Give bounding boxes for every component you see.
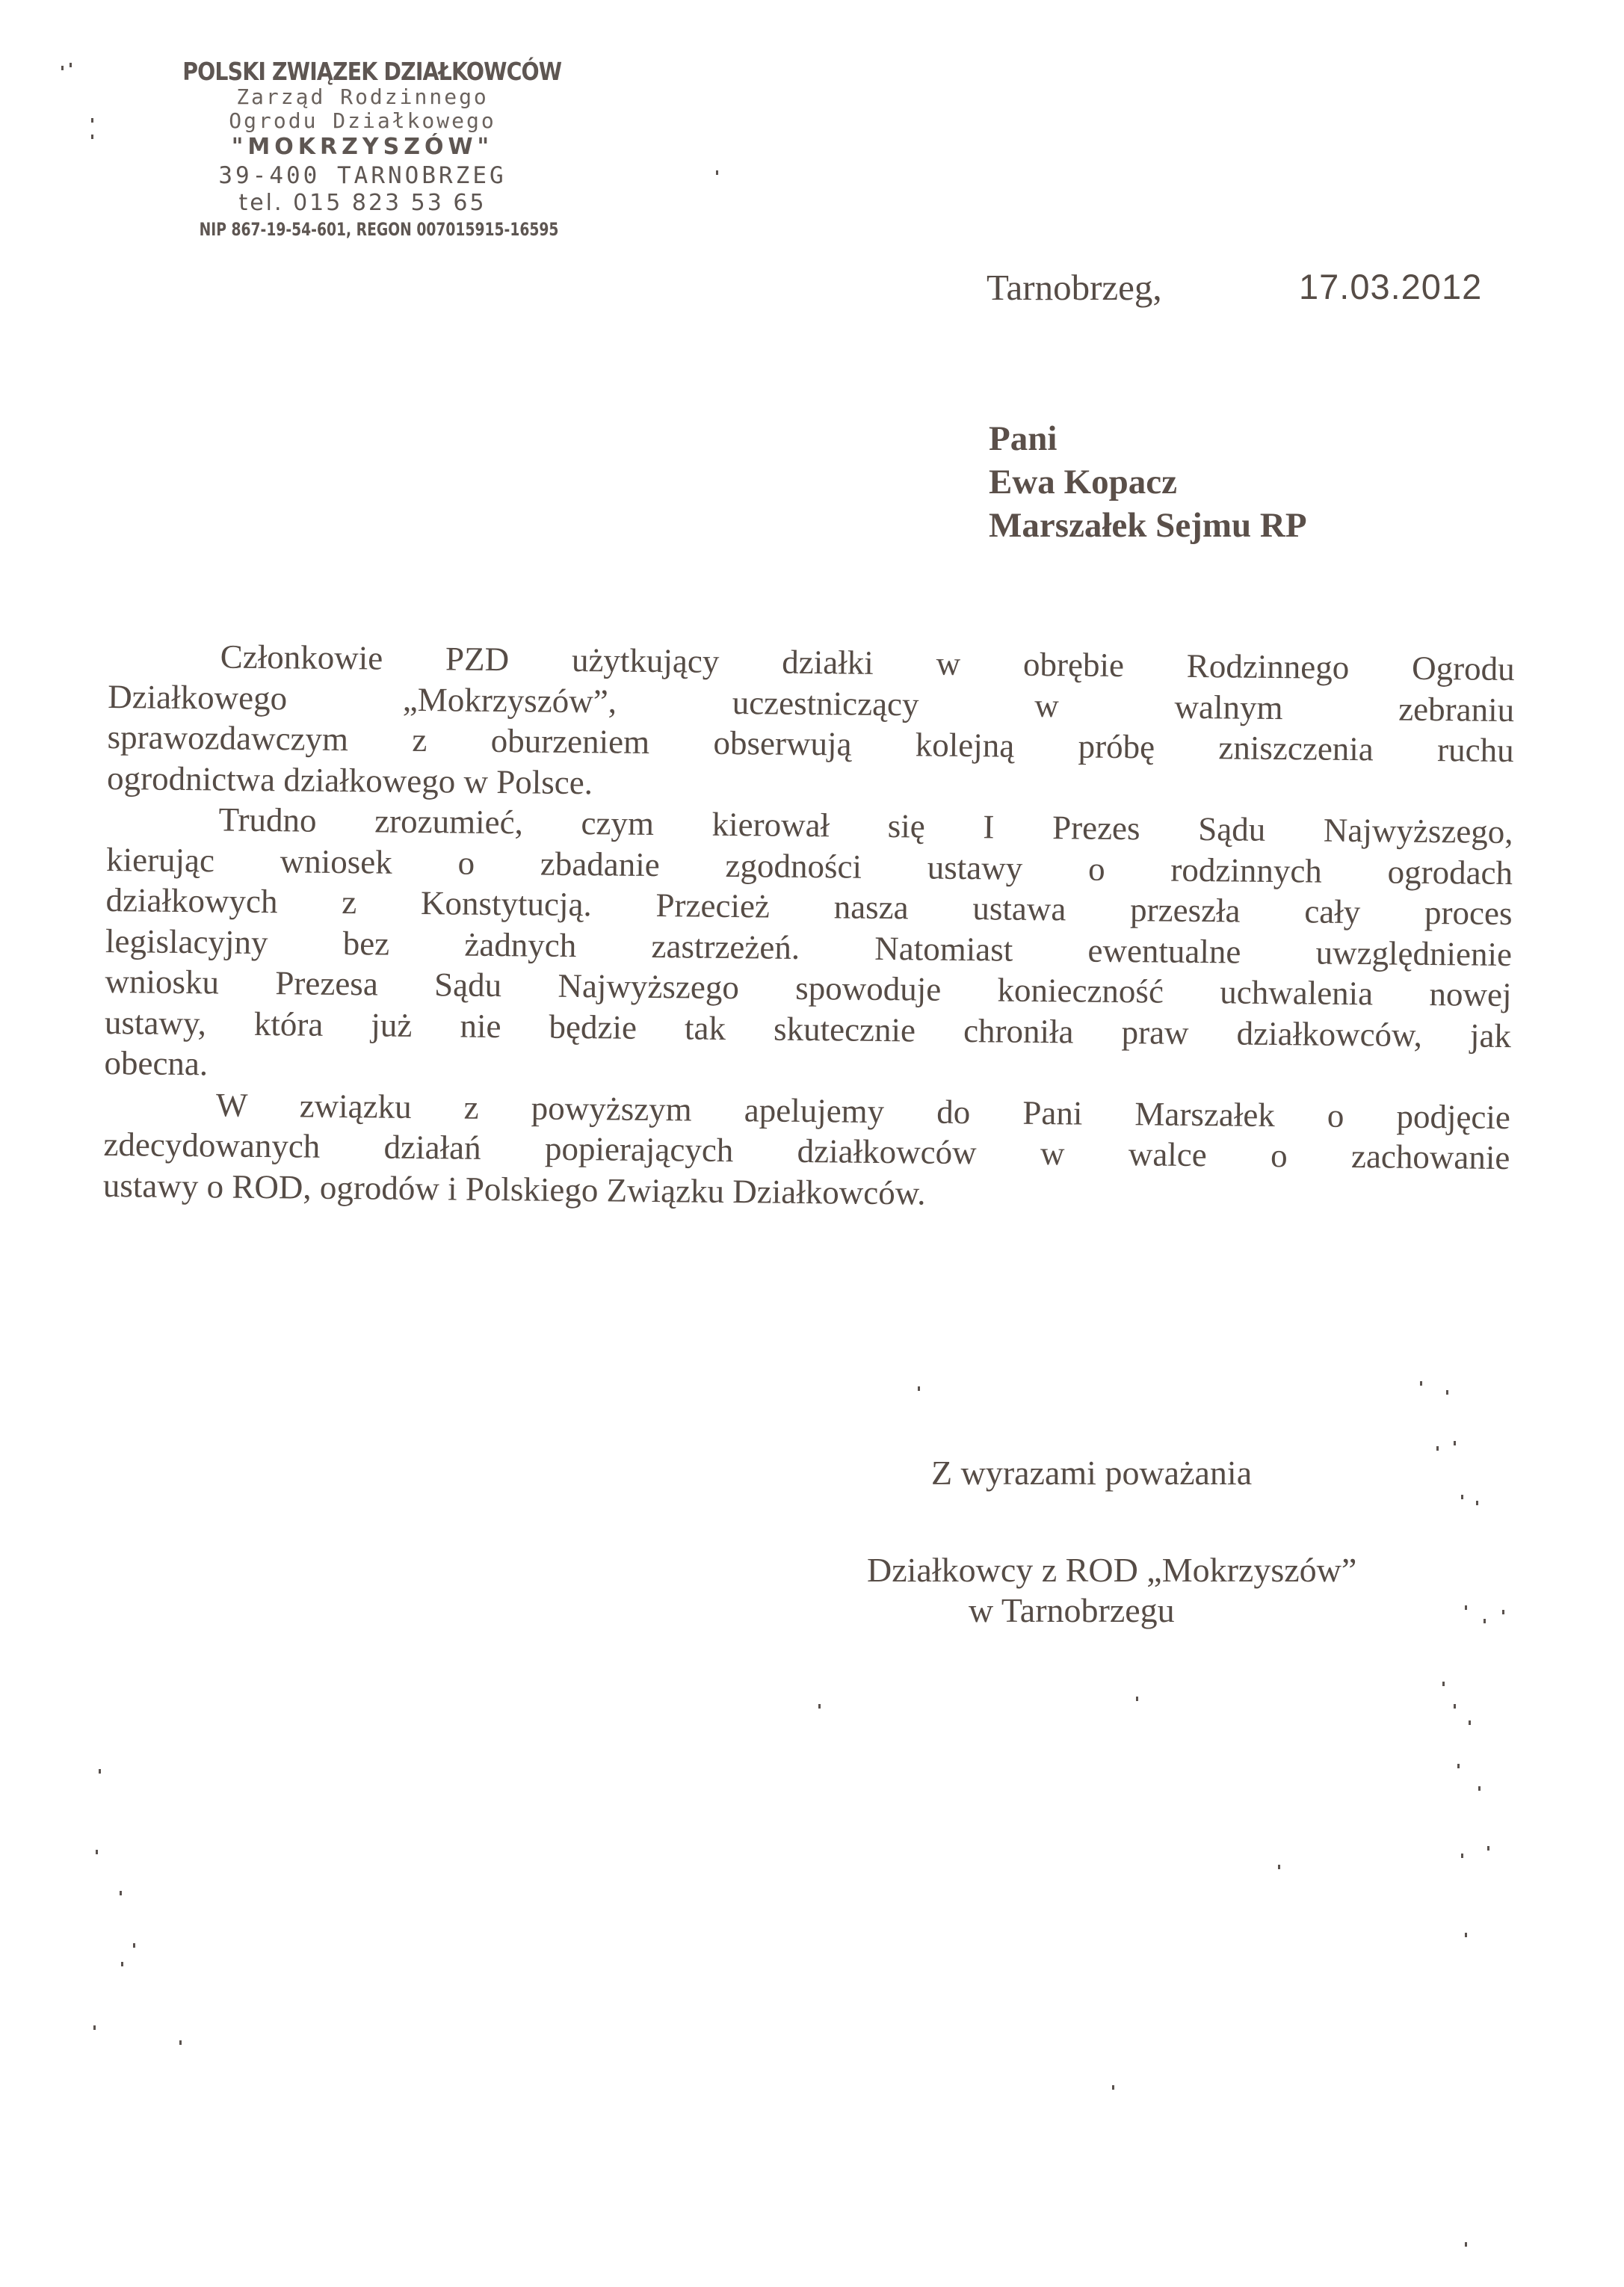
scan-speck: [918, 1386, 920, 1391]
closing-salutation: Z wyrazami poważania: [931, 1454, 1253, 1492]
letterhead-address: 39-400 TARNOBRZEG: [218, 162, 507, 189]
body-line: legislacyjny bez żadnych zastrzeżeń. Natomiast ewentualne uwzględnienie: [105, 922, 1513, 973]
body-line: Działkowego „Mokrzyszów”, uczestniczący w walnym zebraniu: [107, 677, 1515, 729]
letterhead-board: Zarząd Rodzinnego: [236, 84, 489, 109]
body-line: ustawy o ROD, ogrodów i Polskiego Związku Działkowców.: [102, 1166, 926, 1212]
scan-speck: [1457, 1764, 1460, 1768]
scan-speck: [1465, 2242, 1467, 2247]
scan-speck: [120, 1891, 122, 1895]
scan-speck: [1436, 1446, 1439, 1451]
body-line: kierując wniosek o zbadanie zgodności ustawy o rodzinnych ogrodach: [105, 840, 1513, 892]
scan-speck: [1461, 1854, 1463, 1858]
scan-speck: [1461, 1495, 1463, 1499]
scan-speck: [1465, 1605, 1467, 1610]
addressee-title: Marszałek Sejmu RP: [989, 506, 1307, 545]
letterhead-stamp: [153, 58, 572, 242]
scan-speck: [1136, 1697, 1138, 1701]
addressee-block: [989, 417, 1307, 547]
scan-speck: [1446, 1390, 1448, 1395]
scan-speck: [1454, 1704, 1456, 1709]
scan-speck: [91, 135, 93, 139]
body-line: zdecydowanych działań popierających działkowców w walce o zachowanie: [103, 1125, 1510, 1177]
scan-speck: [1502, 1610, 1504, 1614]
scan-speck: [91, 118, 93, 123]
letterhead-garden-name: "MOKRZYSZÓW": [231, 134, 494, 160]
addressee-name: Ewa Kopacz: [989, 463, 1177, 501]
letterhead-organization: POLSKI ZWIĄZEK DZIAŁKOWCÓW: [182, 57, 562, 86]
addressee-salutation: Pani: [989, 419, 1058, 458]
scan-speck: [818, 1704, 821, 1709]
letter-date: 17.03.2012: [1299, 267, 1483, 306]
scan-speck: [1442, 1682, 1445, 1686]
scan-speck: [1278, 1865, 1280, 1869]
scan-speck: [716, 170, 718, 175]
signature-line-2: w Tarnobrzegu: [969, 1591, 1175, 1629]
scan-speck: [1487, 1846, 1489, 1851]
scan-speck: [93, 2025, 96, 2030]
scan-speck: [99, 1769, 101, 1774]
scan-speck: [1476, 1501, 1478, 1505]
scan-speck: [1483, 1619, 1486, 1623]
scan-speck: [1420, 1381, 1422, 1386]
scan-speck: [133, 1943, 135, 1948]
body-line: ogrodnictwa działkowego w Polsce.: [106, 759, 593, 801]
body-line: ustawy, która już nie będzie tak skutecznie chroniła praw działkowców, jak: [104, 1003, 1512, 1055]
scan-speck: [1454, 1441, 1456, 1445]
scan-speck: [70, 63, 72, 67]
letterhead-phone: tel. 015 823 53 65: [238, 190, 487, 216]
scan-speck: [1465, 1933, 1467, 1937]
body-line: W związku z powyższym apelujemy do Pani Marszałek o podjęcie: [215, 1085, 1511, 1136]
signature-line-1: Działkowcy z ROD „Mokrzyszów”: [867, 1551, 1357, 1589]
scan-speck: [96, 1850, 98, 1854]
letter-body: [103, 635, 1515, 1219]
letter-place: Tarnobrzeg,: [987, 267, 1162, 308]
scan-speck: [179, 2040, 182, 2045]
scan-speck: [121, 1962, 123, 1966]
body-line: Trudno zrozumieć, czym kierował się I Prezes Sądu Najwyższego,: [218, 800, 1513, 851]
body-line: sprawozdawczym z oburzeniem obserwują kolejną próbę zniszczenia ruchu: [107, 717, 1514, 770]
body-line: obecna.: [104, 1043, 209, 1083]
letterhead-tax-ids: NIP 867-19-54-601, REGON 007015915-16595: [199, 219, 559, 240]
scan-speck: [1112, 2085, 1114, 2090]
scan-speck: [61, 66, 64, 70]
scan-speck: [1478, 1786, 1481, 1791]
body-line: działkowych z Konstytucją. Przecież nasza ustawa przeszła cały proces: [105, 880, 1513, 933]
scan-speck: [1469, 1720, 1471, 1725]
letterhead-garden-type: Ogrodu Działkowego: [229, 108, 496, 133]
body-line: wniosku Prezesa Sądu Najwyższego spowoduje konieczność uchwalenia nowej: [105, 962, 1512, 1014]
body-line: Członkowie PZD użytkujący działki w obrębie Rodzinnego Ogrodu: [220, 638, 1515, 688]
